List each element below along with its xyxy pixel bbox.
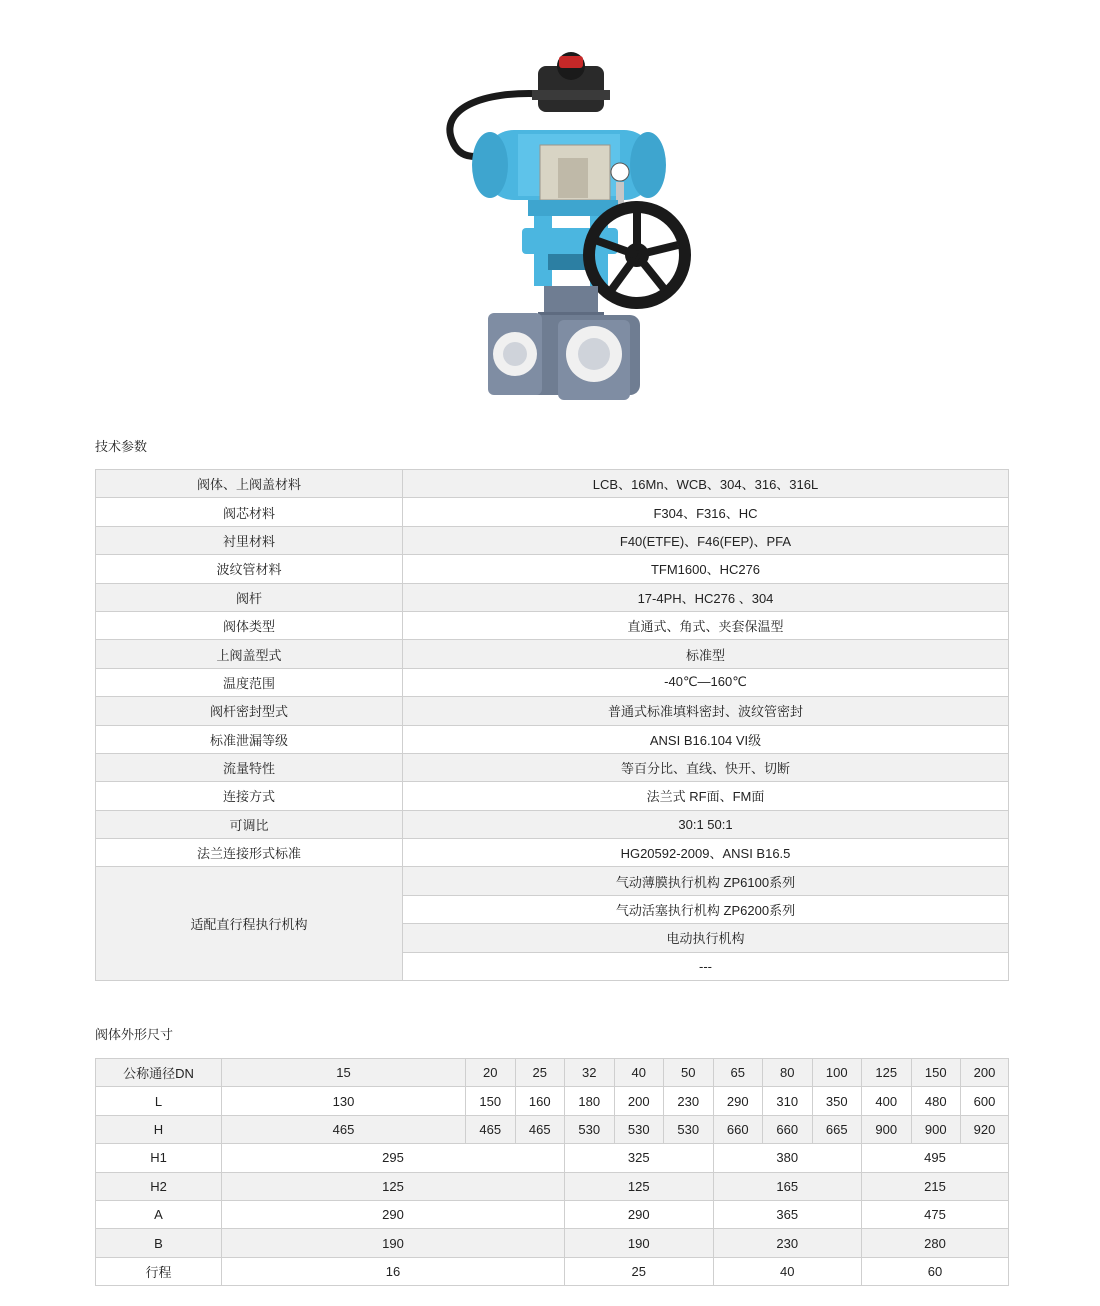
dim-row: [96, 1200, 1009, 1228]
dim-cell: 180: [565, 1087, 615, 1115]
dim-cell: 190: [222, 1229, 565, 1257]
dim-row: [96, 1115, 1009, 1143]
dim-cell: 530: [565, 1115, 615, 1143]
dim-cell: 290: [222, 1200, 565, 1228]
valve-product-image: [440, 50, 700, 402]
dim-row: [96, 1144, 1009, 1172]
dim-cell: 65: [713, 1059, 763, 1087]
dim-cell: 400: [862, 1087, 912, 1115]
dim-label: H2: [96, 1172, 222, 1200]
tech-value: 直通式、角式、夹套保温型: [403, 611, 1009, 639]
dim-cell: 60: [862, 1257, 1009, 1285]
actuator-value: ---: [403, 952, 1009, 980]
dim-label: H: [96, 1115, 222, 1143]
tech-row: [96, 782, 1009, 810]
tech-label: 衬里材料: [96, 526, 403, 554]
tech-value: 普通式标准填料密封、波纹管密封: [403, 697, 1009, 725]
tech-label: 波纹管材料: [96, 555, 403, 583]
tech-row: [96, 867, 1009, 895]
tech-value: LCB、16Mn、WCB、304、316、316L: [403, 470, 1009, 498]
dim-cell: 350: [812, 1087, 862, 1115]
tech-label: 可调比: [96, 810, 403, 838]
dim-label: B: [96, 1229, 222, 1257]
dim-label: A: [96, 1200, 222, 1228]
dim-cell: 125: [862, 1059, 912, 1087]
tech-label: 上阀盖型式: [96, 640, 403, 668]
dim-cell: 530: [664, 1115, 714, 1143]
tech-label: 适配直行程执行机构: [96, 867, 403, 981]
tech-label: 阀杆: [96, 583, 403, 611]
tech-row: [96, 526, 1009, 554]
dim-cell: 150: [911, 1059, 961, 1087]
dim-cell: 480: [911, 1087, 961, 1115]
dim-cell: 100: [812, 1059, 862, 1087]
dim-cell: 40: [614, 1059, 664, 1087]
dim-cell: 665: [812, 1115, 862, 1143]
dim-cell: 530: [614, 1115, 664, 1143]
tech-row: [96, 697, 1009, 725]
dim-cell: 920: [961, 1115, 1009, 1143]
tech-row: [96, 753, 1009, 781]
dim-cell: 16: [222, 1257, 565, 1285]
dim-cell: 20: [466, 1059, 516, 1087]
tech-row: [96, 470, 1009, 498]
tech-value: 17-4PH、HC276 、304: [403, 583, 1009, 611]
tech-label: 阀芯材料: [96, 498, 403, 526]
tech-row: [96, 498, 1009, 526]
dim-cell: 660: [713, 1115, 763, 1143]
tech-row: [96, 668, 1009, 696]
tech-value: HG20592-2009、ANSI B16.5: [403, 839, 1009, 867]
tech-value: -40℃—160℃: [403, 668, 1009, 696]
dim-cell: 200: [614, 1087, 664, 1115]
dim-cell: 15: [222, 1059, 466, 1087]
dim-cell: 495: [862, 1144, 1009, 1172]
dim-cell: 310: [763, 1087, 813, 1115]
dim-cell: 465: [466, 1115, 516, 1143]
dim-cell: 280: [862, 1229, 1009, 1257]
tech-label: 阀体、上阀盖材料: [96, 470, 403, 498]
dim-cell: 150: [466, 1087, 516, 1115]
tech-value: 30:1 50:1: [403, 810, 1009, 838]
tech-row: [96, 725, 1009, 753]
dim-cell: 165: [713, 1172, 862, 1200]
tech-label: 流量特性: [96, 753, 403, 781]
dim-row: [96, 1087, 1009, 1115]
dim-cell: 25: [515, 1059, 565, 1087]
dimensions-title: 阀体外形尺寸: [95, 1027, 174, 1042]
tech-label: 温度范围: [96, 668, 403, 696]
tech-params-title: 技术参数: [95, 439, 148, 454]
dim-label: 行程: [96, 1257, 222, 1285]
dimensions-table: [95, 1058, 1009, 1286]
dim-cell: 900: [911, 1115, 961, 1143]
dim-cell: 475: [862, 1200, 1009, 1228]
tech-label: 阀杆密封型式: [96, 697, 403, 725]
tech-label: 法兰连接形式标准: [96, 839, 403, 867]
dim-cell: 365: [713, 1200, 862, 1228]
dim-cell: 900: [862, 1115, 912, 1143]
dim-cell: 290: [565, 1200, 714, 1228]
dim-cell: 465: [515, 1115, 565, 1143]
actuator-value: 气动薄膜执行机构 ZP6100系列: [403, 867, 1009, 895]
dim-cell: 190: [565, 1229, 714, 1257]
tech-value: TFM1600、HC276: [403, 555, 1009, 583]
tech-row: [96, 583, 1009, 611]
dim-cell: 40: [713, 1257, 862, 1285]
dim-cell: 50: [664, 1059, 714, 1087]
dim-cell: 160: [515, 1087, 565, 1115]
tech-value: 法兰式 RF面、FM面: [403, 782, 1009, 810]
dim-cell: 230: [713, 1229, 862, 1257]
dim-row: [96, 1257, 1009, 1285]
tech-label: 标准泄漏等级: [96, 725, 403, 753]
tech-row: [96, 611, 1009, 639]
actuator-value: 气动活塞执行机构 ZP6200系列: [403, 895, 1009, 923]
dim-cell: 80: [763, 1059, 813, 1087]
tech-label: 阀体类型: [96, 611, 403, 639]
tech-value: 等百分比、直线、快开、切断: [403, 753, 1009, 781]
tech-value: F304、F316、HC: [403, 498, 1009, 526]
actuator-value: 电动执行机构: [403, 924, 1009, 952]
tech-value: F40(ETFE)、F46(FEP)、PFA: [403, 526, 1009, 554]
dim-cell: 660: [763, 1115, 813, 1143]
dim-label: 公称通径DN: [96, 1059, 222, 1087]
dim-row: [96, 1059, 1009, 1087]
dim-cell: 230: [664, 1087, 714, 1115]
dim-cell: 130: [222, 1087, 466, 1115]
dim-cell: 25: [565, 1257, 714, 1285]
tech-value: ANSI B16.104 VI级: [403, 725, 1009, 753]
dim-cell: 600: [961, 1087, 1009, 1115]
dim-cell: 380: [713, 1144, 862, 1172]
dim-cell: 125: [565, 1172, 714, 1200]
tech-row: [96, 555, 1009, 583]
tech-row: [96, 839, 1009, 867]
dim-cell: 215: [862, 1172, 1009, 1200]
dim-cell: 32: [565, 1059, 615, 1087]
dim-cell: 325: [565, 1144, 714, 1172]
dim-cell: 465: [222, 1115, 466, 1143]
dim-cell: 290: [713, 1087, 763, 1115]
dim-label: L: [96, 1087, 222, 1115]
dim-cell: 200: [961, 1059, 1009, 1087]
dim-cell: 125: [222, 1172, 565, 1200]
tech-label: 连接方式: [96, 782, 403, 810]
dim-row: [96, 1229, 1009, 1257]
tech-row: [96, 810, 1009, 838]
dim-row: [96, 1172, 1009, 1200]
tech-value: 标准型: [403, 640, 1009, 668]
tech-row: [96, 640, 1009, 668]
dim-cell: 295: [222, 1144, 565, 1172]
tech-params-table: [95, 469, 1009, 981]
dim-label: H1: [96, 1144, 222, 1172]
